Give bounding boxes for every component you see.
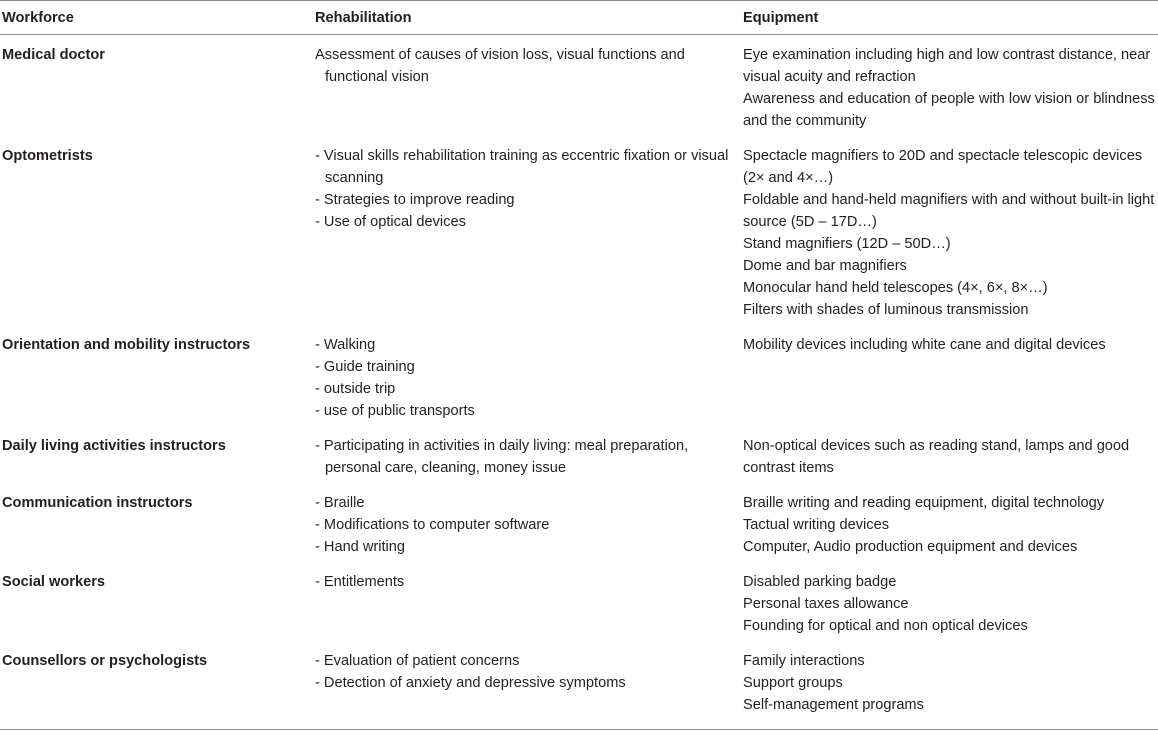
workforce-cell: Counsellors or psychologists bbox=[2, 653, 208, 669]
header-equipment: Equipment bbox=[743, 10, 819, 26]
rehabilitation-item: - use of public transports bbox=[315, 403, 475, 419]
rehabilitation-item: - Visual skills rehabilitation training as eccentric fixation or visual scanning bbox=[315, 148, 729, 186]
header-row bbox=[0, 1, 1158, 35]
rehabilitation-item: - Entitlements bbox=[315, 574, 405, 590]
equipment-item: Non-optical devices such as reading stand, lamps and good contrast items bbox=[743, 438, 1130, 476]
rehabilitation-item: - Walking bbox=[315, 337, 376, 353]
header-workforce: Workforce bbox=[2, 10, 74, 26]
workforce-cell: Communication instructors bbox=[2, 495, 193, 511]
equipment-item: Dome and bar magnifiers bbox=[743, 258, 907, 274]
rehabilitation-cell bbox=[314, 492, 742, 571]
equipment-cell bbox=[742, 35, 1158, 146]
table-row bbox=[0, 435, 1158, 492]
equipment-item: Spectacle magnifiers to 20D and spectacle telescopic devices (2× and 4×…) bbox=[743, 148, 1143, 186]
rehabilitation-item: - Participating in activities in daily living: meal preparation, personal care, cleaning, money issue bbox=[315, 438, 689, 476]
table-row bbox=[0, 35, 1158, 146]
equipment-cell bbox=[742, 334, 1158, 435]
rehabilitation-cell bbox=[314, 35, 742, 146]
rehabilitation-item: Assessment of causes of vision loss, visual functions and functional vision bbox=[315, 47, 685, 85]
workforce-cell: Optometrists bbox=[2, 148, 93, 164]
equipment-item: Tactual writing devices bbox=[743, 517, 890, 533]
workforce-cell: Social workers bbox=[2, 574, 106, 590]
rehabilitation-item: - Use of optical devices bbox=[315, 214, 466, 230]
workforce-cell: Daily living activities instructors bbox=[2, 438, 226, 454]
equipment-item: Family interactions bbox=[743, 653, 865, 669]
equipment-item: Self-management programs bbox=[743, 697, 924, 713]
rehabilitation-cell bbox=[314, 650, 742, 730]
rehabilitation-cell bbox=[314, 435, 742, 492]
rehabilitation-cell bbox=[314, 334, 742, 435]
equipment-cell bbox=[742, 492, 1158, 571]
rehabilitation-cell bbox=[314, 145, 742, 334]
workforce-cell: Orientation and mobility instructors bbox=[2, 337, 251, 353]
equipment-item: Disabled parking badge bbox=[743, 574, 897, 590]
rehabilitation-item: - Guide training bbox=[315, 359, 415, 375]
equipment-item: Foldable and hand-held magnifiers with and without built-in light source (5D – 17D…) bbox=[743, 192, 1155, 230]
workforce-cell: Medical doctor bbox=[2, 47, 105, 63]
equipment-item: Eye examination including high and low contrast distance, near visual acuity and refraction bbox=[743, 47, 1151, 85]
table-body bbox=[0, 35, 1158, 730]
rehabilitation-item: - Evaluation of patient concerns bbox=[315, 653, 520, 669]
rehabilitation-item: - Detection of anxiety and depressive symptoms bbox=[315, 675, 626, 691]
table-header bbox=[0, 1, 1158, 35]
rehabilitation-item: - outside trip bbox=[315, 381, 396, 397]
equipment-item: Braille writing and reading equipment, digital technology bbox=[743, 495, 1105, 511]
equipment-cell bbox=[742, 435, 1158, 492]
equipment-item: Filters with shades of luminous transmission bbox=[743, 302, 1029, 318]
equipment-item: Mobility devices including white cane and digital devices bbox=[743, 337, 1106, 353]
rehabilitation-cell bbox=[314, 571, 742, 650]
rehabilitation-item: - Hand writing bbox=[315, 539, 406, 555]
equipment-item: Personal taxes allowance bbox=[743, 596, 909, 612]
equipment-cell bbox=[742, 650, 1158, 730]
equipment-item: Support groups bbox=[743, 675, 843, 691]
equipment-item: Stand magnifiers (12D – 50D…) bbox=[743, 236, 951, 252]
table-row bbox=[0, 145, 1158, 334]
table-row bbox=[0, 571, 1158, 650]
equipment-cell bbox=[742, 571, 1158, 650]
table-row bbox=[0, 334, 1158, 435]
table-row bbox=[0, 650, 1158, 730]
equipment-item: Monocular hand held telescopes (4×, 6×, 8×…) bbox=[743, 280, 1048, 296]
rehabilitation-item: - Braille bbox=[315, 495, 365, 511]
rehabilitation-item: - Strategies to improve reading bbox=[315, 192, 515, 208]
equipment-item: Awareness and education of people with low vision or blindness and the community bbox=[743, 91, 1155, 129]
equipment-item: Computer, Audio production equipment and devices bbox=[743, 539, 1078, 555]
header-rehabilitation: Rehabilitation bbox=[315, 10, 412, 26]
table-row bbox=[0, 492, 1158, 571]
equipment-cell bbox=[742, 145, 1158, 334]
equipment-item: Founding for optical and non optical devices bbox=[743, 618, 1028, 634]
rehabilitation-item: - Modifications to computer software bbox=[315, 517, 550, 533]
